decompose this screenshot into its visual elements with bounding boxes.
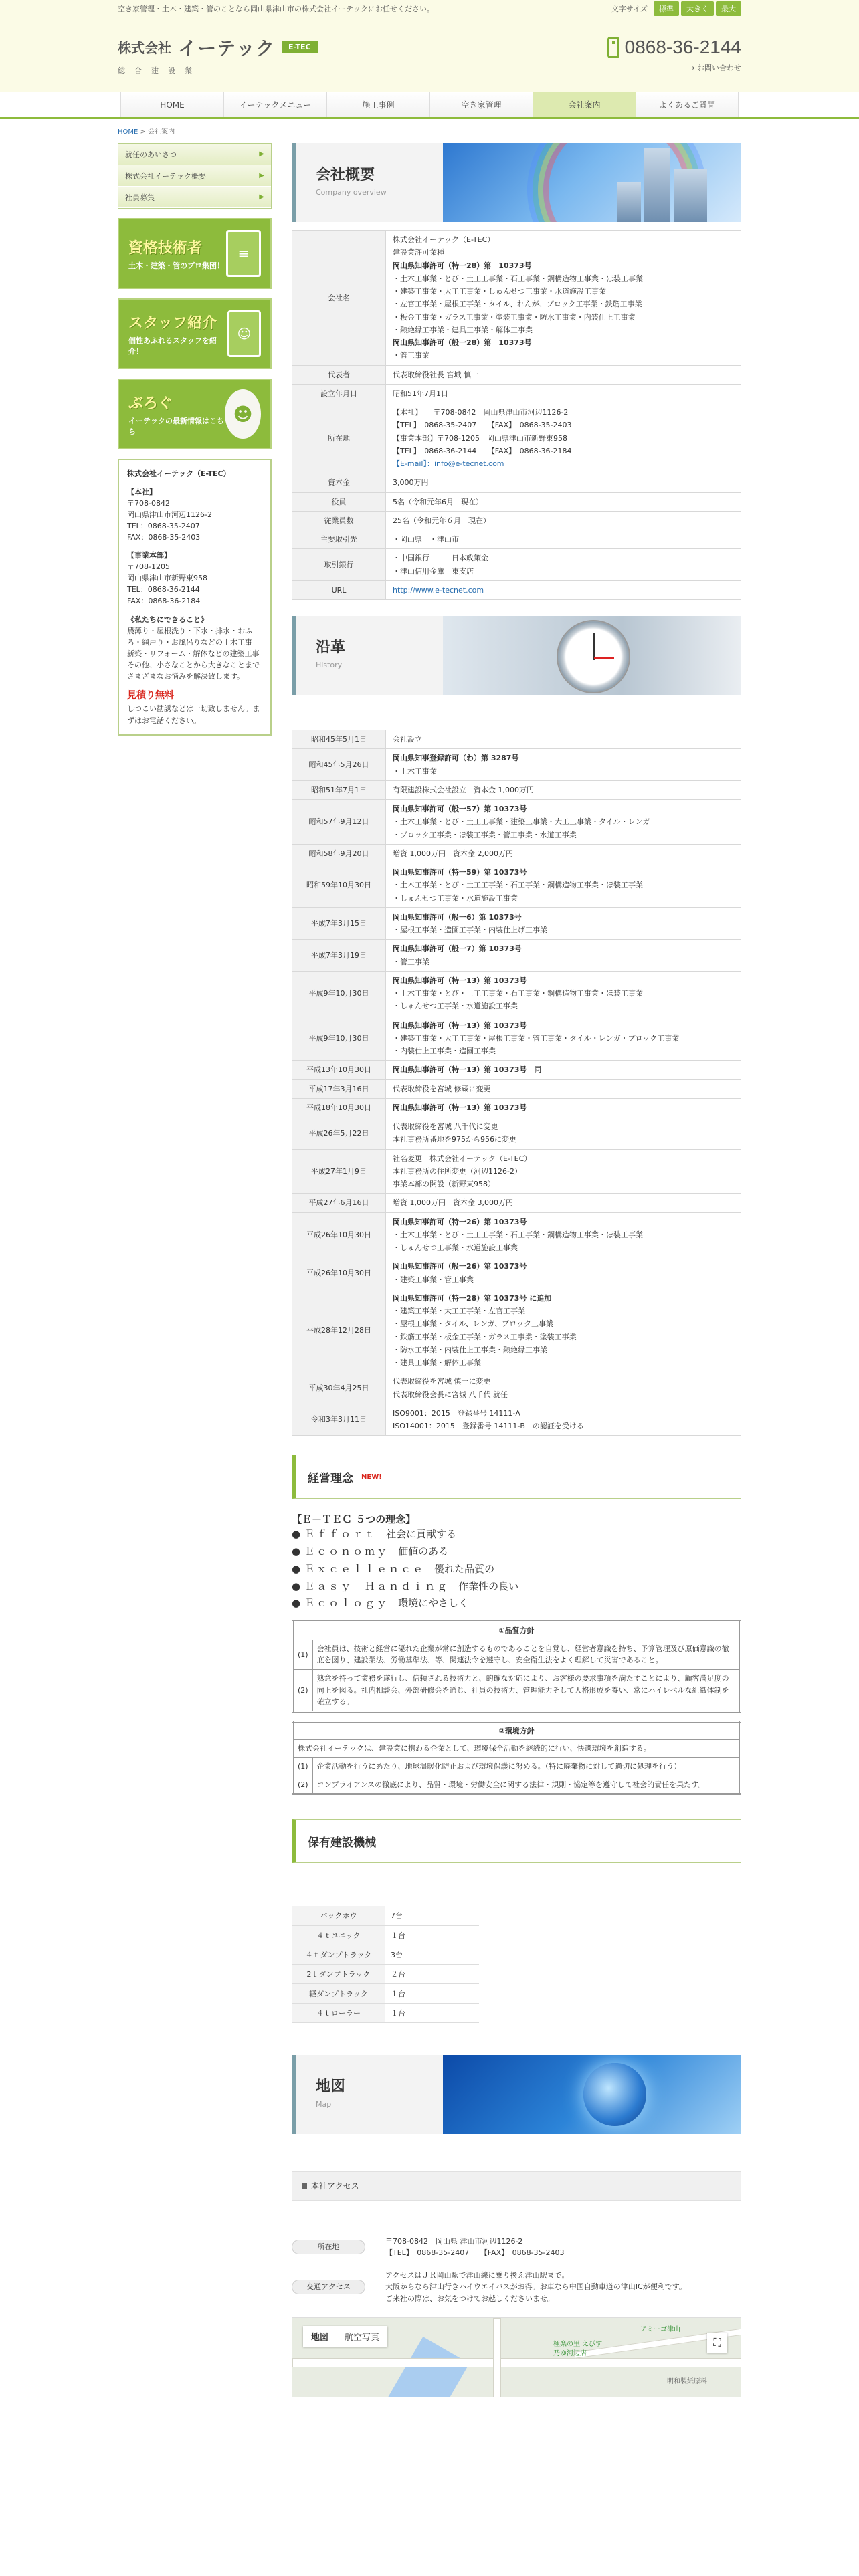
- table-row: [292, 1372, 741, 1404]
- history-key: 平成7年3月19日: [292, 940, 386, 972]
- history-value: 岡山県知事許可（特一13）第 10373号: [386, 1098, 741, 1117]
- table-row: [292, 1257, 741, 1289]
- history-key: 昭和51年7月1日: [292, 780, 386, 799]
- history-key: 昭和45年5月26日: [292, 749, 386, 781]
- table-row: [292, 971, 741, 1016]
- breadcrumb-home[interactable]: HOME: [118, 128, 138, 136]
- logo-corp: 株式会社: [118, 40, 171, 56]
- google-map[interactable]: [292, 2317, 741, 2397]
- history-value: 岡山県知事許可（般一57）第 10373号 ・土木工事業・とび・土工工事業・建築工事業・大工工事業・タイル・レンガ ・ブロック工事業・ほ装工事業・管工事業・水道工事業: [386, 800, 741, 845]
- history-key: 平成18年10月30日: [292, 1098, 386, 1117]
- table-row: [292, 1117, 741, 1150]
- header-contact: [607, 37, 741, 73]
- history-value: 岡山県知事許可（特一28）第 10373号 に追加 ・建築工事業・大工工事業・左官工事業 ・屋根工事業・タイル、レンガ、ブロック工事業 ・鉄筋工事業・板金工事業・ガラス工事業・塗装工事業 ・防水工事業・内装仕上工事業・熱絶縁工事業 ・建具工事業・解体工事業: [386, 1289, 741, 1372]
- font-size-normal-button[interactable]: 標準: [654, 1, 679, 16]
- history-header: [292, 616, 741, 695]
- table-row: [292, 800, 741, 845]
- history-key: 令和3年3月11日: [292, 1404, 386, 1436]
- banner-qualified-engineers[interactable]: 資格技術者 土木・建築・管のプロ集団！ ≡: [118, 218, 272, 289]
- table-row: [292, 473, 741, 492]
- global-nav: [0, 92, 859, 119]
- history-title: 沿革: [316, 639, 346, 656]
- table-row: [292, 1061, 741, 1079]
- company-value: http://www.e-tecnet.com: [386, 580, 741, 599]
- nav-menu[interactable]: イーテックメニュー: [223, 92, 326, 117]
- company-key: 資本金: [292, 473, 386, 492]
- sidebar-item-recruit[interactable]: 社員募集 ▶: [118, 187, 271, 208]
- sidebar: [118, 143, 272, 736]
- five-principles-list: [292, 1526, 741, 1612]
- table-row: ４ｔユニック １台: [292, 1925, 479, 1945]
- contact-link[interactable]: → お問い合わせ: [688, 63, 741, 72]
- company-key: URL: [292, 580, 386, 599]
- table-row: [292, 730, 741, 749]
- overview-subtitle: Company overview: [316, 188, 387, 197]
- map-subtitle: Map: [316, 2099, 332, 2109]
- table-row: [292, 940, 741, 972]
- company-key: 主要取引先: [292, 530, 386, 549]
- history-value: 岡山県知事許可（般一7）第 10373号 ・管工事業: [386, 940, 741, 972]
- main-content: [292, 143, 741, 2397]
- company-value: 株式会社イーテック（E-TEC） 建設業許可業種 岡山県知事許可（特一28）第 10373号 ・土木工事業・とび・土工工事業・石工事業・鋼構造物工事業・ほ装工事業 ・建築工事業・大工工事業・しゅんせつ工事業・水道施設工事業 ・左官工事業・屋根工事業・タイル、れんが、ブロック工事業・鉄筋工事業 ・板金工事業・ガラス工事業・塗装工事業・防水工事業・内装仕上工事業 ・熱絶縁工事業・建具工事業・解体工事業 岡山県知事許可（般一28）第 10373号 ・管工事業: [386, 231, 741, 366]
- table-row: [292, 907, 741, 940]
- chevron-right-icon: ▶: [259, 193, 264, 201]
- list-item: ● Ｅａｓｙ－Ｈａｎｄｉｎｇ 作業性の良い: [292, 1580, 519, 1592]
- sidebar-menu: [118, 143, 272, 209]
- history-key: 平成26年5月22日: [292, 1117, 386, 1150]
- company-key: 従業員数: [292, 511, 386, 530]
- history-key: 昭和59年10月30日: [292, 863, 386, 908]
- history-value: 岡山県知事許可（般一6）第 10373号 ・屋根工事業・造園工事業・内装仕上げ工事業: [386, 907, 741, 940]
- company-value: 5名（令和元年6月 現在）: [386, 492, 741, 511]
- history-key: 平成7年3月15日: [292, 907, 386, 940]
- breadcrumb-current: 会社案内: [148, 128, 175, 136]
- history-value: 代表取締役を宮城 修蔵に変更: [386, 1079, 741, 1098]
- overview-header: [292, 143, 741, 222]
- table-row: ４ｔダンプトラック 3台: [292, 1945, 479, 1964]
- history-key: 平成27年6月16日: [292, 1194, 386, 1212]
- table-row: [292, 231, 741, 366]
- building-sky-image: [443, 143, 741, 222]
- table-row: [292, 1149, 741, 1194]
- table-row: [292, 1079, 741, 1098]
- top-bar: [0, 0, 859, 17]
- history-value: ISO9001：2015 登録番号 14111-A ISO14001：2015 登録番号 14111-B の認証を受ける: [386, 1404, 741, 1436]
- font-size-label: 文字サイズ: [611, 4, 648, 13]
- five-principles-title: 【Ｅ－ＴＥＣ ５つの理念】: [292, 1513, 416, 1526]
- history-key: 平成27年1月9日: [292, 1149, 386, 1194]
- list-item: ● Ｅｃｏｎｏｍｙ 価値のある: [292, 1545, 449, 1558]
- history-value: 岡山県知事許可（般一26）第 10373号 ・建築工事業・管工事業: [386, 1257, 741, 1289]
- history-key: 平成17年3月16日: [292, 1079, 386, 1098]
- square-bullet-icon: [302, 2183, 307, 2189]
- table-row: [292, 1212, 741, 1257]
- site-header: [0, 17, 859, 92]
- table-row: [292, 492, 741, 511]
- table-row: バックホウ 7台: [292, 1906, 479, 1925]
- access-address: 所在地 〒708-0842 岡山県 津山市河辺1126-2 【TEL】 0868-35-2407 【FAX】 0868-35-2403: [292, 2236, 741, 2259]
- company-value: ・中国銀行 日本政策金 ・津山信用金庫 東支店: [386, 549, 741, 581]
- sidebar-company-info: 株式会社イーテック（E-TEC） 【本社】 〒708-0842 岡山県津山市河辺1126-2 TEL：0868-35-2407 FAX：0868-35-2403 【事業本部】 〒708-1205 岡山県津山市新野東958 TEL：0868-36-2144 FAX：0868-36-2184 《私たちにできること》 農薄り・屋根洗り・下水・排水・おふろ・網戸り・お風呂りなどの土木工事 新築・リフォーム・解体などの建築工事 その他、小さなことから大きなことまでさまざまなお悩みを解決致します。 見積り無料 しつこい勧誘などは一切致しません。まずはお電話ください。: [118, 459, 272, 736]
- history-value: 有限建設株式会社設立 資本金 1,000万円: [386, 780, 741, 799]
- map-title: 地図: [316, 2078, 346, 2095]
- map-label: 乃ゆ河辺店: [553, 2349, 587, 2357]
- company-value: ・岡山県 ・津山市: [386, 530, 741, 549]
- history-value: 代表取締役を宮城 慎一に変更 代表取締役会長に宮城 八千代 就任: [386, 1372, 741, 1404]
- table-row: [292, 365, 741, 384]
- company-key: 設立年月日: [292, 384, 386, 403]
- sidebar-item-overview[interactable]: 株式会社イーテック概要 ▶: [118, 165, 271, 187]
- history-table: [292, 730, 741, 1436]
- nav-home[interactable]: HOME: [120, 92, 223, 117]
- logo-subtitle: 総合建設業: [118, 66, 201, 75]
- history-subtitle: History: [316, 661, 343, 669]
- history-key: 平成26年10月30日: [292, 1212, 386, 1257]
- site-logo[interactable]: [118, 34, 318, 76]
- table-row: [292, 549, 741, 581]
- overview-title: 会社概要: [316, 167, 375, 183]
- list-item: ● Ｅｃｏｌｏｇｙ 環境にやさしく: [292, 1597, 469, 1610]
- map-label: 明和製紙原料: [667, 2377, 707, 2385]
- map-type-tabs: [303, 2326, 387, 2347]
- history-value: 岡山県知事許可（特一59）第 10373号 ・土木工事業・とび・土工工事業・石工事業・鋼構造物工事業・ほ装工事業 ・しゅんせつ工事業・水道施設工事業: [386, 863, 741, 908]
- machines-title: 保有建設機械: [292, 1819, 741, 1863]
- history-key: 昭和57年9月12日: [292, 800, 386, 845]
- history-value: 岡山県知事登録許可（わ）第 3287号 ・土木工事業: [386, 749, 741, 781]
- history-key: 平成30年4月25日: [292, 1372, 386, 1404]
- table-row: 2ｔダンプトラック ２台: [292, 1964, 479, 1983]
- map-label: 極楽の里 えびす: [553, 2340, 603, 2348]
- company-table: [292, 230, 741, 600]
- history-value: 代表取締役を宮城 八千代に変更 本社事務所番地を975から956に変更: [386, 1117, 741, 1150]
- history-key: 平成9年10月30日: [292, 971, 386, 1016]
- company-key: 取引銀行: [292, 549, 386, 581]
- table-row: [292, 863, 741, 908]
- history-value: 岡山県知事許可（特一26）第 10373号 ・土木工事業・とび・土工工事業・石工事業・鋼構造物工事業・ほ装工事業 ・しゅんせつ工事業・水道施設工事業: [386, 1212, 741, 1257]
- environment-policy-table: ②環境方針 株式会社イーテックは、建設業に携わる企業として、環境保全活動を継続的に行い、快適環境を創造する。 (1) 企業活動を行うにあたり、地球温暖化防止および環境保護に努める。（特に廃棄物に対して適切に処理を行う） (2) コンプライアンスの徹底により、品質・環境・労働安全に関する法律・規則・協定等を遵守して社会的責任を果たす。: [292, 1721, 741, 1795]
- table-row: [292, 1289, 741, 1372]
- history-value: 岡山県知事許可（特一13）第 10373号 ・土木工事業・とび・土工工事業・石工事業・鋼構造物工事業・ほ装工事業 ・しゅんせつ工事業・水道施設工事業: [386, 971, 741, 1016]
- history-value: 増資 1,000万円 資本金 2,000万円: [386, 844, 741, 863]
- company-key: 会社名: [292, 231, 386, 366]
- logo-name: イーテック: [178, 37, 276, 60]
- logo-badge: E-TEC: [282, 41, 318, 53]
- phone-icon: [607, 37, 619, 58]
- chevron-right-icon: ▶: [259, 150, 264, 158]
- table-row: 軽ダンプトラック １台: [292, 1983, 479, 2003]
- history-key: 昭和58年9月20日: [292, 844, 386, 863]
- id-card-icon: ☺: [227, 310, 261, 357]
- company-value: 代表取締役社長 宮城 慎一: [386, 365, 741, 384]
- quality-policy-table: ①品質方針 (1) 会社員は、技術と経営に優れた企業が常に創造するものであることを自覚し、経営者意識を持ち、予算管理及び原価意識の徹底を図り、建設業法、労働基準法、等、関連法令を遵守し、安全衛生法をよく理解して災害であること。 (2) 熟意を持って業務を遂行し、信頼される技術力と、的確な対応により、お客様の要求事項を満たすことにより、顧客満足度の向上を図る。社内相談会、外部研修会を通じ、社員の技術力、管理能力そして人格形成を養い、常にハイレベルな組織体制を確立する。: [292, 1620, 741, 1713]
- table-row: [292, 1404, 741, 1436]
- table-row: [292, 1194, 741, 1212]
- history-value: 社名変更 株式会社イーテック（E-TEC） 本社事務所の住所変更（河辺1126-2） 事業本部の開設（新野東958）: [386, 1149, 741, 1194]
- table-row: [292, 1016, 741, 1061]
- font-size-max-button[interactable]: 最大: [716, 1, 741, 16]
- table-row: [292, 511, 741, 530]
- list-item: ● Ｅｆｆｏｒｔ 社会に貢献する: [292, 1528, 457, 1541]
- history-key: 平成9年10月30日: [292, 1016, 386, 1061]
- table-row: ４ｔローラー １台: [292, 2003, 479, 2022]
- list-item: ● Ｅｘｃｅｌｌｅｎｃｅ 優れた品質の: [292, 1562, 495, 1575]
- machines-table: [292, 1906, 479, 2023]
- globe-image: [443, 2055, 741, 2134]
- phone-number[interactable]: 0868-36-2144: [624, 36, 741, 58]
- company-key: 役員: [292, 492, 386, 511]
- history-value: 岡山県知事許可（特一13）第 10373号 同: [386, 1061, 741, 1079]
- history-key: 平成13年10月30日: [292, 1061, 386, 1079]
- history-value: 増資 1,000万円 資本金 3,000万円: [386, 1194, 741, 1212]
- history-value: 会社設立: [386, 730, 741, 749]
- table-row: [292, 580, 741, 599]
- banner-blog[interactable]: ぶろぐ イーテックの最新情報はこちら ☻: [118, 379, 272, 449]
- company-key: 代表者: [292, 365, 386, 384]
- map-tab-satellite[interactable]: 航空写真: [345, 2332, 380, 2343]
- table-row: [292, 384, 741, 403]
- table-row: [292, 780, 741, 799]
- company-key: 所在地: [292, 403, 386, 473]
- history-value: 岡山県知事許可（特一13）第 10373号 ・建築工事業・大工工事業・屋根工事業・管工事業・タイル・レンガ・ブロック工事業 ・内装仕上工事業・造園工事業: [386, 1016, 741, 1061]
- banner-staff[interactable]: スタッフ紹介 個性あふれるスタッフを紹介！ ☺: [118, 298, 272, 369]
- font-size-switcher: [611, 1, 741, 16]
- breadcrumb-sep: >: [140, 128, 146, 136]
- stopwatch-image: [443, 616, 741, 695]
- company-value: 【本社】 〒708-0842 岡山県津山市河辺1126-2 【TEL】 0868-35-2407 【FAX】 0868-35-2403 【事業本部】〒708-1205 岡山県津山市新野東958 【TEL】 0868-36-2144 【FAX】 0868-36-2184 【E-mail】：info@e-tecnet.com: [386, 403, 741, 473]
- map-tab-map[interactable]: 地図: [311, 2332, 329, 2343]
- table-row: [292, 749, 741, 781]
- estimate-free: 見積り無料: [127, 689, 174, 701]
- history-key: 平成28年12月28日: [292, 1289, 386, 1372]
- table-row: [292, 530, 741, 549]
- company-value: 昭和51年7月1日: [386, 384, 741, 403]
- nav-works[interactable]: 施工事例: [326, 92, 430, 117]
- map-label: アミーゴ津山: [640, 2325, 680, 2333]
- nav-faq[interactable]: よくあるご質問: [636, 92, 739, 117]
- chevron-right-icon: ▶: [259, 172, 264, 179]
- company-value: 25名（令和元年６月 現在）: [386, 511, 741, 530]
- map-header: [292, 2055, 741, 2134]
- access-title-bar: 本社アクセス: [292, 2171, 741, 2201]
- nav-vacant-house[interactable]: 空き家管理: [430, 92, 533, 117]
- philosophy-title: 経営理念 NEW!: [292, 1455, 741, 1499]
- table-row: [292, 844, 741, 863]
- table-row: [292, 1098, 741, 1117]
- nav-company[interactable]: 会社案内: [533, 92, 636, 117]
- company-value: 3,000万円: [386, 473, 741, 492]
- breadcrumb: [0, 119, 859, 142]
- font-size-large-button[interactable]: 大きく: [681, 1, 714, 16]
- table-row: [292, 403, 741, 473]
- sidebar-item-greeting[interactable]: 就任のあいさつ ▶: [118, 144, 271, 165]
- fullscreen-icon[interactable]: ⛶: [707, 2333, 727, 2353]
- history-key: 平成26年10月30日: [292, 1257, 386, 1289]
- mascot-icon: ☻: [225, 389, 261, 439]
- history-key: 昭和45年5月1日: [292, 730, 386, 749]
- tagline: 空き家管理・土木・建築・管のことなら岡山県津山市の株式会社イーテックにお任せください。: [118, 4, 434, 13]
- access-traffic: 交通アクセス アクセスはＪＲ岡山駅で津山線に乗り換え津山駅まで。 大阪からなら津山行きハイウエイバスがお得。お車なら中国自動車道の津山ICが便利です。 ご来社の際は、お気をつけてお越しくださいませ。: [292, 2270, 741, 2305]
- document-icon: ≡: [226, 230, 261, 277]
- new-badge: NEW!: [361, 1473, 382, 1481]
